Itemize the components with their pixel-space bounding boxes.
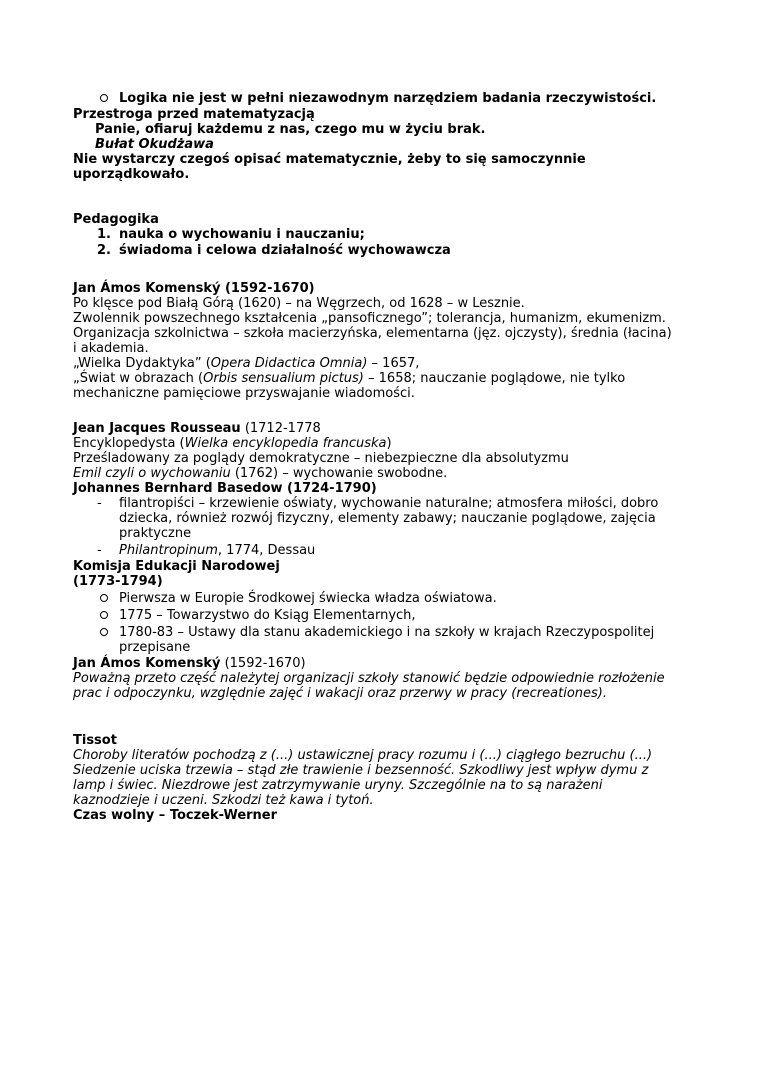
ken-item [73, 625, 673, 655]
komensky-line2: Zwolennik powszechnego kształcenia „pansoficznego”; tolerancja, humanizm, ekumenizm. [73, 311, 666, 326]
list-item-text: nauka o wychowaniu i nauczaniu; [119, 227, 365, 242]
basedow-item [73, 496, 673, 541]
komensky2-quote: Poważną przeto część należytej organizacji szkoły stanowić będzie odpowiednie rozłożenie prac i odpoczynku, względnie zajęć i wakacji oraz przerwy w pracy (recreationes). [73, 671, 665, 701]
logic-text: Logika nie jest w pełni niezawodnym narzędziem badania rzeczywistości. [119, 91, 657, 106]
conclusion-text: Nie wystarczy czegoś opisać matematycznie, żeby to się samoczynnie uporządkowało. [73, 152, 586, 182]
basedow-item-text: filantropiści – krzewienie oświaty, wychowanie naturalne; atmosfera miłości, dobro dziecka, również rozwój fizyczny, elementy zabawy; nauczanie poglądowe, zajęcia praktyczne [119, 496, 659, 541]
ken-item-text: Pierwsza w Europie Środkowej świecka władza oświatowa. [119, 591, 497, 606]
tissot-quote: Choroby literatów pochodzą z (...) ustawicznej pracy rozumu i (...) ciągłego bezruchu (...) Siedzenie uciska trzewia – stąd złe trawienie i bezsenność. Szkodliwy jest wpływ dymu z lamp i świec. Niezdrowe jest zatrzymywanie uryny. Szczególnie na to są narażeni kaznodzieje i uczeni. Szkodzi też kawa i tytoń. [73, 748, 653, 808]
ken-item [73, 591, 673, 606]
dash-bullet-icon: - [97, 543, 102, 558]
komensky2-heading: Jan Ámos Komenský (1592-1670) [73, 656, 306, 671]
basedow-heading: Johannes Bernhard Basedow (1724-1790) [73, 481, 377, 496]
komensky-heading: Jan Ámos Komenský (1592-1670) [73, 281, 315, 296]
quote-author: Bułat Okudżawa [95, 137, 214, 152]
quote-line: Panie, ofiaruj każdemu z nas, czego mu w życiu brak. [95, 122, 486, 137]
komensky-swiat: „Świat w obrazach (Orbis sensualium pictus) – 1658; nauczanie poglądowe, nie tylko mechaniczne pamięciowe przyswajanie wiadomości. [73, 371, 626, 401]
circle-bullet-icon [97, 591, 111, 605]
document-page [73, 91, 673, 823]
list-number: 2. [97, 243, 111, 258]
basedow-item [73, 543, 673, 558]
pedagogika-item [73, 243, 673, 258]
free-time-heading: Czas wolny – Toczek-Werner [73, 808, 278, 823]
list-item-text: świadoma i celowa działalność wychowawcza [119, 243, 451, 258]
ken-item [73, 608, 673, 623]
komensky-line3: Organizacja szkolnictwa – szkoła macierzyńska, elementarna (jęz. ojczysty), średnia (łacina) i akademia. [73, 326, 672, 356]
rousseau-heading: Jean Jacques Rousseau (1712-1778 [73, 421, 321, 436]
warning-title: Przestroga przed matematyzacją [73, 107, 315, 122]
rousseau-emil: Emil czyli o wychowaniu (1762) – wychowanie swobodne. [73, 466, 448, 481]
list-number: 1. [97, 227, 111, 242]
logic-bullet-item [73, 91, 673, 106]
komensky-line1: Po klęsce pod Białą Górą (1620) – na Węgrzech, od 1628 – w Lesznie. [73, 296, 525, 311]
ken-item-text: 1780-83 – Ustawy dla stanu akademickiego i na szkoły w krajach Rzeczypospolitej przepisane [119, 625, 655, 655]
ken-dates: (1773-1794) [73, 574, 163, 589]
pedagogika-title: Pedagogika [73, 212, 159, 227]
komensky-dydaktyka: „Wielka Dydaktyka” (Opera Didactica Omnia) – 1657, [73, 356, 420, 371]
rousseau-persecuted: Prześladowany za poglądy demokratyczne – niebezpieczne dla absolutyzmu [73, 451, 569, 466]
pedagogika-item [73, 227, 673, 242]
tissot-heading: Tissot [73, 733, 117, 748]
ken-item-text: 1775 – Towarzystwo do Ksiąg Elementarnych, [119, 608, 416, 623]
circle-bullet-icon [97, 608, 111, 622]
ken-heading: Komisja Edukacji Narodowej [73, 559, 280, 574]
circle-bullet-icon [97, 91, 111, 105]
dash-bullet-icon: - [97, 496, 102, 511]
basedow-item-text: Philantropinum, 1774, Dessau [119, 543, 316, 558]
rousseau-encyclopedist: Encyklopedysta (Wielka encyklopedia francuska) [73, 436, 392, 451]
circle-bullet-icon [97, 625, 111, 639]
